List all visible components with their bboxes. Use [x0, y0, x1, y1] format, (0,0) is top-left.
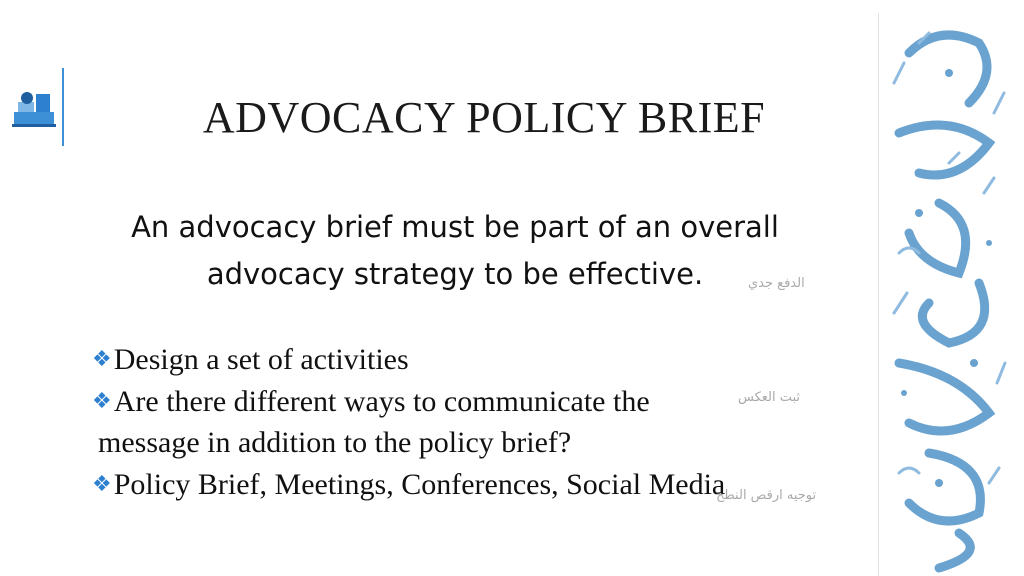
list-item: ❖Policy Brief, Meetings, Conferences, Social Media: [92, 468, 726, 501]
subtitle-line-1: An advocacy brief must be part of an overall: [131, 210, 779, 244]
subtitle-line-2: advocacy strategy to be effective.: [206, 257, 704, 291]
list-item: ❖Design a set of activities: [92, 343, 409, 376]
slide-subtitle: [90, 204, 820, 298]
overlay-annotation: توجيه ارقص النطح: [716, 488, 817, 503]
diamond-bullet-icon: ❖: [92, 346, 112, 371]
list-item: ❖Are there different ways to communicate the: [92, 385, 650, 418]
overlay-annotation: ثبت العكس: [738, 390, 801, 405]
overlay-annotation: الدفع جدي: [748, 276, 805, 291]
bullet-list: [92, 338, 832, 505]
diamond-bullet-icon: ❖: [92, 471, 112, 496]
list-item-continuation: message in addition to the policy brief?: [98, 426, 572, 459]
arabic-calligraphy-decoration: [878, 13, 1019, 576]
diamond-bullet-icon: ❖: [92, 388, 112, 413]
page-title: ADVOCACY POLICY BRIEF: [202, 93, 766, 142]
